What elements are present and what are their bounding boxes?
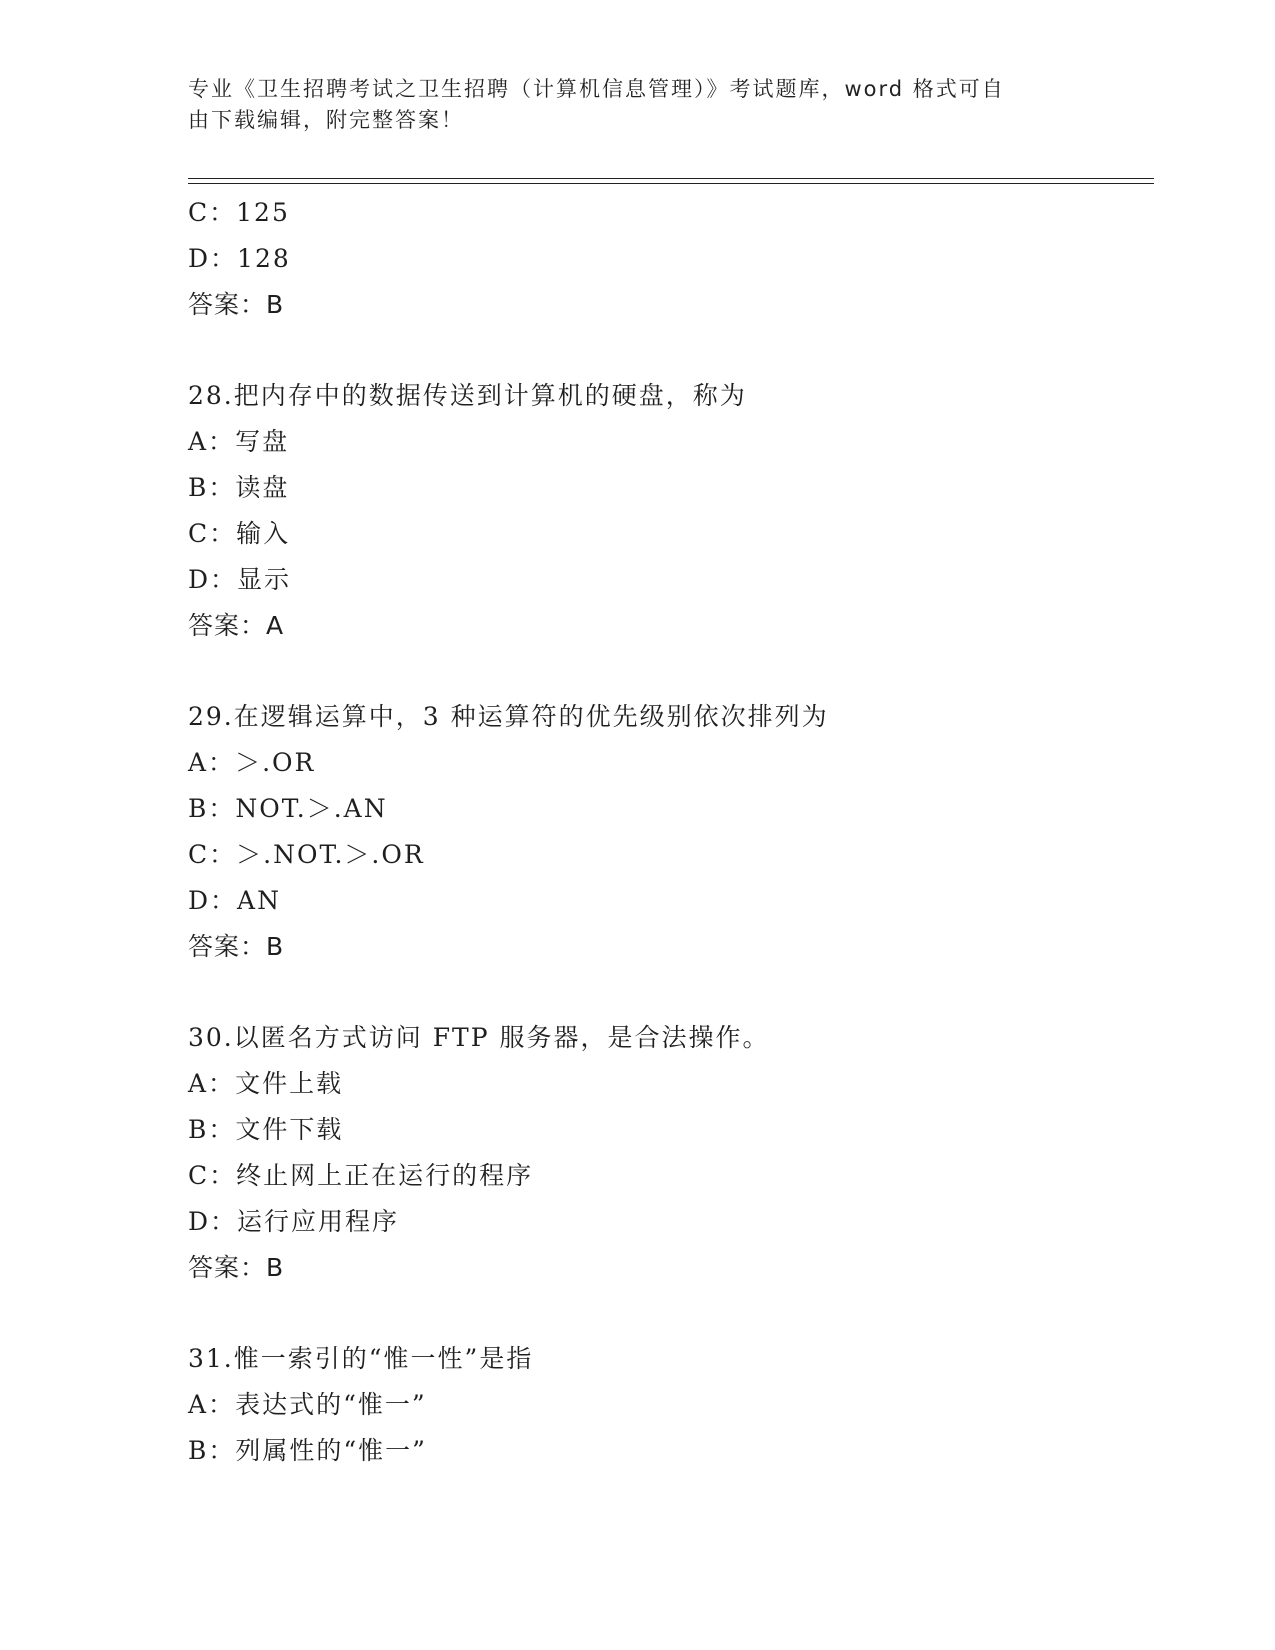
option-label: A： — [188, 1069, 236, 1098]
carryover-block — [188, 190, 1148, 328]
question-content — [188, 190, 1148, 1474]
option-d — [188, 878, 1148, 924]
option-label: D： — [188, 565, 238, 594]
spacer — [188, 1291, 1148, 1336]
option-label: A： — [188, 1390, 236, 1419]
option-text: NOT.＞.AN — [235, 794, 388, 823]
answer-line: 答案：B — [188, 290, 285, 319]
question-30 — [188, 1015, 1148, 1291]
spacer — [188, 970, 1148, 1015]
option-text: 写盘 — [235, 427, 290, 456]
answer-line: 答案：B — [188, 932, 285, 961]
header-line-1: 专业《卫生招聘考试之卫生招聘（计算机信息管理）》考试题库，word 格式可自 — [188, 77, 1005, 101]
question-28 — [188, 373, 1148, 649]
option-a — [188, 1061, 1148, 1107]
option-label: B： — [188, 794, 236, 823]
option-c — [188, 190, 1148, 236]
spacer — [188, 649, 1148, 694]
option-c — [188, 511, 1148, 557]
option-label: C： — [188, 519, 237, 548]
spacer — [188, 328, 1148, 373]
option-text: 文件上载 — [235, 1069, 344, 1098]
question-29 — [188, 694, 1148, 970]
header-line-2: 由下载编辑，附完整答案！ — [188, 108, 464, 132]
answer-line: 答案：A — [188, 611, 285, 640]
question-stem: 31.惟一索引的“惟一性”是指 — [188, 1344, 534, 1373]
option-text: 运行应用程序 — [237, 1207, 400, 1236]
option-b — [188, 465, 1148, 511]
option-label: A： — [188, 748, 236, 777]
option-label: C： — [188, 198, 237, 227]
option-b — [188, 1428, 1148, 1474]
option-text: AN — [237, 886, 281, 915]
document-header — [188, 74, 1068, 136]
option-text: 终止网上正在运行的程序 — [236, 1161, 534, 1190]
option-label: B： — [188, 1436, 236, 1465]
option-text: 读盘 — [235, 473, 290, 502]
option-a — [188, 419, 1148, 465]
option-text: 125 — [236, 198, 290, 227]
answer-line: 答案：B — [188, 1253, 285, 1282]
option-label: C： — [188, 840, 237, 869]
option-label: B： — [188, 473, 236, 502]
question-stem: 29.在逻辑运算中，3 种运算符的优先级别依次排列为 — [188, 702, 829, 731]
question-stem: 30.以匿名方式访问 FTP 服务器，是合法操作。 — [188, 1023, 770, 1052]
option-text: 文件下载 — [235, 1115, 344, 1144]
option-text: 表达式的“惟一” — [235, 1390, 427, 1419]
option-d — [188, 557, 1148, 603]
option-label: D： — [188, 244, 238, 273]
option-a — [188, 740, 1148, 786]
question-31 — [188, 1336, 1148, 1474]
option-b — [188, 786, 1148, 832]
option-label: B： — [188, 1115, 236, 1144]
option-text: 输入 — [236, 519, 291, 548]
header-rule-top — [188, 178, 1154, 179]
option-text: 显示 — [237, 565, 292, 594]
option-a — [188, 1382, 1148, 1428]
option-d — [188, 236, 1148, 282]
option-text: ＞.NOT.＞.OR — [236, 840, 425, 869]
option-label: A： — [188, 427, 236, 456]
option-c — [188, 1153, 1148, 1199]
option-text: ＞.OR — [235, 748, 316, 777]
option-d — [188, 1199, 1148, 1245]
question-stem: 28.把内存中的数据传送到计算机的硬盘，称为 — [188, 381, 747, 410]
option-label: C： — [188, 1161, 237, 1190]
option-b — [188, 1107, 1148, 1153]
option-label: D： — [188, 1207, 238, 1236]
header-rule-bottom — [188, 183, 1154, 184]
option-text: 128 — [237, 244, 291, 273]
option-c — [188, 832, 1148, 878]
option-text: 列属性的“惟一” — [235, 1436, 427, 1465]
option-label: D： — [188, 886, 238, 915]
